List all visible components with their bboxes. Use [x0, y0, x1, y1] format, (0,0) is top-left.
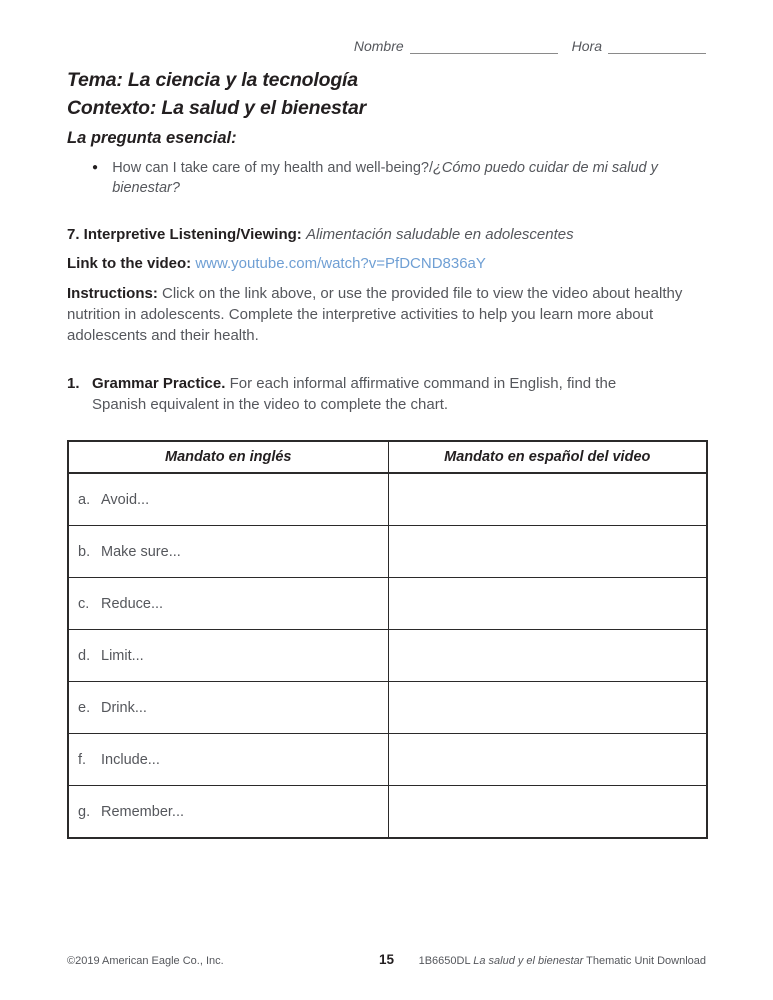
section7-title-line	[67, 225, 706, 245]
copyright-text: ©2019 American Eagle Co., Inc.	[67, 955, 224, 967]
english-command: Include...	[101, 751, 160, 768]
row-letter: c.	[78, 595, 90, 612]
instructions-label: Instructions:	[67, 285, 158, 302]
table-row	[68, 734, 707, 786]
row-letter: d.	[78, 647, 91, 664]
table-row	[68, 630, 707, 682]
doc-code: 1B6650DL	[418, 955, 474, 967]
spanish-answer-cell	[388, 630, 707, 682]
activity1-text	[92, 373, 652, 415]
commands-table	[67, 440, 708, 839]
spanish-answer-cell	[388, 786, 707, 839]
essential-question-text	[112, 158, 706, 198]
header-mandato-ingles: Mandato en inglés	[68, 441, 388, 473]
instructions-paragraph	[67, 283, 692, 346]
section7-label: 7. Interpretive Listening/Viewing:	[67, 226, 302, 243]
hora-blank-line	[608, 39, 706, 54]
nombre-label: Nombre	[353, 38, 404, 54]
row-letter: a.	[78, 491, 91, 508]
document-info	[394, 955, 706, 967]
activity1-number: 1.	[67, 375, 80, 392]
youtube-link[interactable]: www.youtube.com/watch?v=PfDCND836aY	[195, 255, 486, 272]
doc-suffix: Thematic Unit Download	[583, 955, 706, 967]
section7-video-title: Alimentación saludable en adolescentes	[305, 226, 574, 243]
row-letter: f.	[78, 751, 87, 768]
table-header-row	[68, 441, 707, 473]
spanish-answer-cell	[388, 682, 707, 734]
english-command: Drink...	[101, 699, 147, 716]
table-row	[68, 682, 707, 734]
table-row	[68, 526, 707, 578]
bullet-icon: ●	[92, 162, 99, 173]
spanish-answer-cell	[388, 473, 707, 526]
spanish-answer-cell	[388, 578, 707, 630]
video-link-line	[67, 254, 706, 274]
name-hora-row	[67, 36, 706, 54]
video-link-label: Link to the video:	[67, 255, 192, 272]
contexto-heading: Contexto: La salud y el bienestar	[67, 97, 366, 119]
page-footer	[67, 952, 706, 967]
english-command: Avoid...	[101, 491, 150, 508]
tema-heading: Tema: La ciencia y la tecnología	[67, 69, 358, 91]
spanish-answer-cell	[388, 526, 707, 578]
english-command: Reduce...	[101, 595, 164, 612]
essential-question-item	[67, 158, 706, 198]
row-letter: b.	[78, 543, 91, 560]
essential-question-spanish: ¿Cómo puedo cuidar de mi salud y bienestar?	[112, 160, 658, 196]
pregunta-esencial-heading: La pregunta esencial:	[67, 129, 237, 147]
instructions-text: Click on the link above, or use the provided file to view the video about healthy nutrition in adolescents. Complete the interpretive activities to help you learn more about adolescents and their health.	[67, 285, 683, 344]
table-row	[68, 473, 707, 526]
activity1-item	[67, 373, 706, 415]
english-command: Make sure...	[101, 543, 181, 560]
table-row	[68, 786, 707, 839]
english-command: Remember...	[101, 803, 184, 820]
activity1-label: Grammar Practice.	[92, 375, 226, 392]
header-mandato-espanol: Mandato en español del video	[388, 441, 707, 473]
page-number: 15	[378, 952, 395, 967]
activity1-instructions: For each informal affirmative command in English, find the Spanish equivalent in the video to complete the chart.	[92, 375, 617, 413]
doc-title: La salud y el bienestar	[473, 955, 584, 967]
english-command: Limit...	[101, 647, 144, 664]
row-letter: g.	[78, 803, 91, 820]
nombre-blank-line	[410, 39, 558, 54]
table-row	[68, 578, 707, 630]
hora-label: Hora	[571, 38, 602, 54]
essential-question-english: How can I take care of my health and well-being?/	[112, 160, 433, 176]
spanish-answer-cell	[388, 734, 707, 786]
row-letter: e.	[78, 699, 91, 716]
